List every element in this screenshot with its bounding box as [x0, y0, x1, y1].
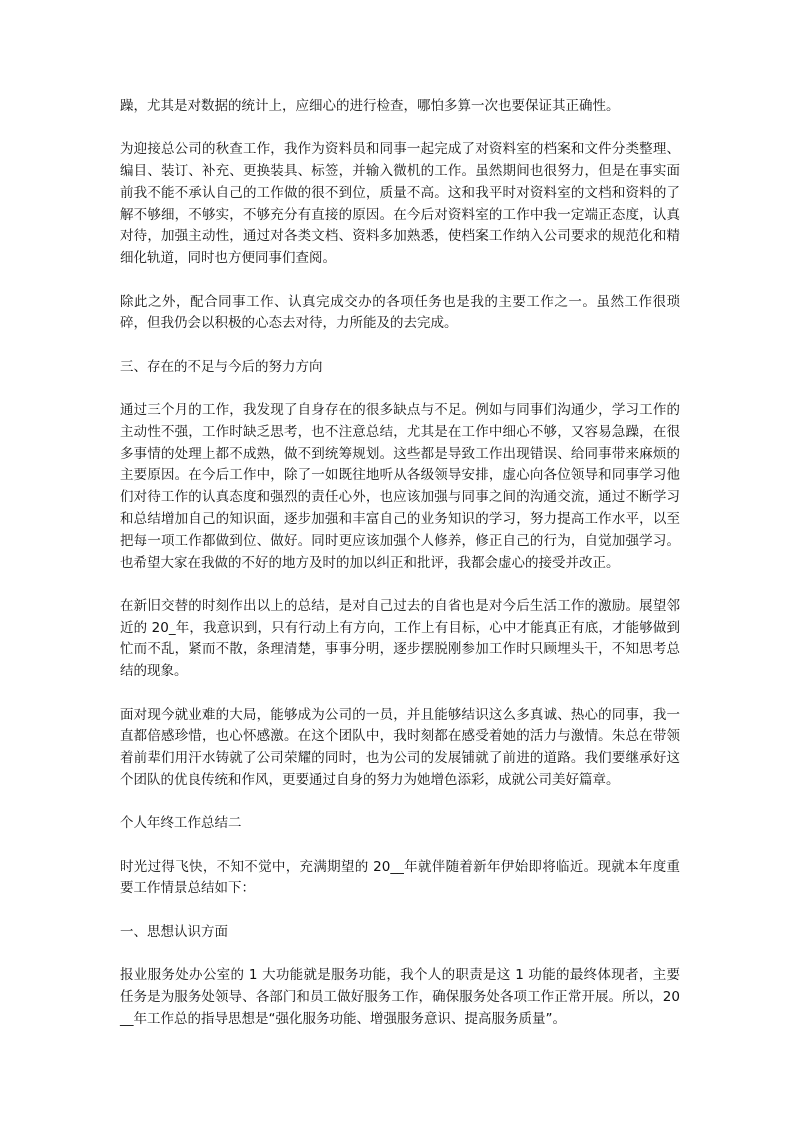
document-page: [120, 96, 680, 1052]
paragraph-data-accuracy: 躁，尤其是对数据的统计上，应细心的进行检查，哪怕多算一次也要保证其正确性。: [120, 98, 620, 114]
section-heading-shortcomings: 三、存在的不足与今后的努力方向: [120, 358, 323, 375]
section-heading-summary-two: 个人年终工作总结二: [120, 815, 242, 832]
paragraph-other-tasks: 除此之外，配合同事工作、认真完成交办的各项任务也是我的主要工作之一。虽然工作很琐碎，但我仍会以积极的心态去对待，力所能及的去完成。: [120, 293, 680, 332]
paragraph-shortcomings: 通过三个月的工作，我发现了自身存在的很多缺点与不足。例如与同事们沟通少，学习工作的主动性不强，工作时缺乏思考，也不注意总结，尤其是在工作中细心不够，又容易急躁，在很多事情的处理上都不成熟，做不到统筹规划。这些都是导致工作出现错误、给同事带来麻烦的主要原因。在今后工作中，除了一如既往地听从各级领导安排，虚心向各位领导和同事学习他们对待工作的认真态度和强烈的责任心外，也应该加强与同事之间的沟通交流，通过不断学习和总结增加自己的知识面，逐步加强和丰富自己的业务知识的学习，努力提高工作水平，以至把每一项工作都做到位、做好。同时更应该加强个人修养，修正自己的行为，自觉加强学习。也希望大家在我做的不好的地方及时的加以纠正和批评，我都会虚心的接受并改正。: [120, 401, 680, 571]
section-heading-thinking: 一、思想认识方面: [120, 923, 228, 940]
paragraph-outlook: 在新旧交替的时刻作出以上的总结，是对自己过去的自省也是对今后生活工作的激励。展望邻近的 20_年，我意识到，只有行动上有方向，工作上有目标，心中才能真正有底，才能够做到忙而不乱，紧而不散，条理清楚，事事分明，逐步摆脱刚参加工作时只顾埋头干，不知思考总结的现象。: [120, 597, 680, 680]
paragraph-intro-two: 时光过得飞快，不知不觉中，充满期望的 20__年就伴随着新年伊始即将临近。现就本年度重要工作情景总结如下：: [120, 858, 680, 897]
paragraph-team: 面对现今就业难的大局，能够成为公司的一员，并且能够结识这么多真诚、热心的同事，我一直都倍感珍惜，也心怀感激。在这个团队中，我时刻都在感受着她的活力与激情。朱总在带领着前辈们用汗水铸就了公司荣耀的同时，也为公司的发展铺就了前进的道路。我们要继承好这个团队的优良传统和作风，更要通过自身的努力为她增色添彩，成就公司美好篇章。: [120, 706, 680, 788]
paragraph-service-function: 报业服务处办公室的 1 大功能就是服务功能，我个人的职责是这 1 功能的最终体现者，主要任务是为服务处领导、各部门和员工做好服务工作，确保服务处各项工作正常开展。所以，20__年工作总的指导思想是“强化服务功能、增强服务意识、提高服务质量”。: [120, 966, 680, 1027]
paragraph-archive-work: 为迎接总公司的秋查工作，我作为资料员和同事一起完成了对资料室的档案和文件分类整理、编目、装订、补充、更换装具、标签，并输入微机的工作。虽然期间也很努力，但是在事实面前我不能不承认自己的工作做的很不到位，质量不高。这和我平时对资料室的文档和资料的了解不够细，不够实，不够充分有直接的原因。在今后对资料室的工作中我一定端正态度，认真对待，加强主动性，通过对各类文档、资料多加熟悉，使档案工作纳入公司要求的规范化和精细化轨道，同时也方便同事们查阅。: [120, 141, 680, 267]
